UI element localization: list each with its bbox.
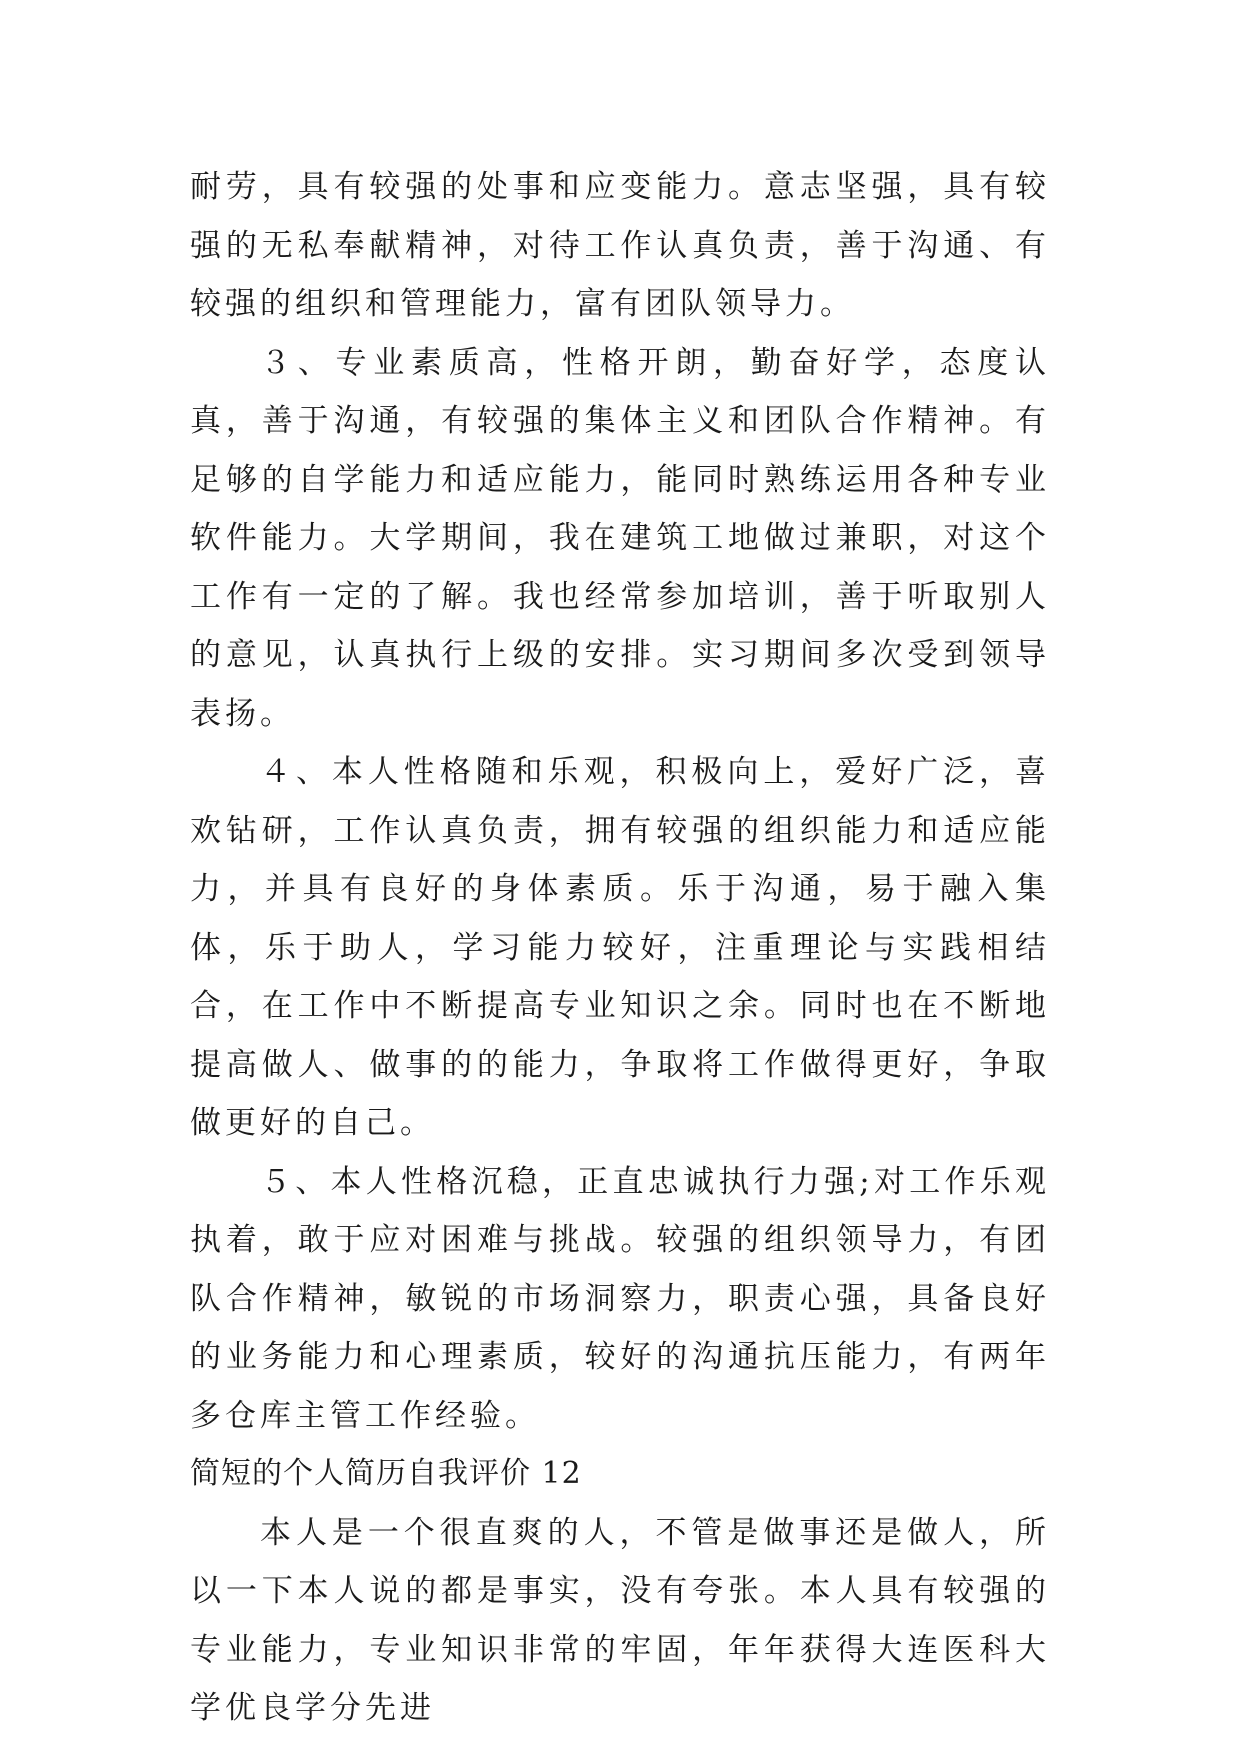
paragraph-continuation: 耐劳，具有较强的处事和应变能力。意志坚强，具有较强的无私奉献精神，对待工作认真负责，善于沟通、有较强的组织和管理能力，富有团队领导力。 [190,169,1050,322]
document-body [190,158,1050,1738]
paragraph-item-3: ３、专业素质高，性格开朗，勤奋好学，态度认真，善于沟通，有较强的集体主义和团队合作精神。有足够的自学能力和适应能力，能同时熟练运用各种专业软件能力。大学期间，我在建筑工地做过兼职，对这个工作有一定的了解。我也经常参加培训，善于听取别人的意见，认真执行上级的安排。实习期间多次受到领导表扬。 [190,344,1050,732]
paragraph-final: 本人是一个很直爽的人，不管是做事还是做人，所以一下本人说的都是事实，没有夸张。本人具有较强的专业能力，专业知识非常的牢固，年年获得大连医科大学优良学分先进 [190,1514,1050,1726]
section-heading: 简短的个人简历自我评价 12 [190,1456,582,1491]
paragraph-item-4: ４、本人性格随和乐观，积极向上，爱好广泛，喜欢钻研，工作认真负责，拥有较强的组织能力和适应能力，并具有良好的身体素质。乐于沟通，易于融入集体，乐于助人，学习能力较好，注重理论与实践相结合，在工作中不断提高专业知识之余。同时也在不断地提高做人、做事的的能力，争取将工作做得更好，争取做更好的自己。 [190,754,1050,1141]
paragraph-item-5: ５、本人性格沉稳，正直忠诚执行力强;对工作乐观执着，敢于应对困难与挑战。较强的组织领导力，有团队合作精神，敏锐的市场洞察力，职责心强，具备良好的业务能力和心理素质，较好的沟通抗压能力，有两年多仓库主管工作经验。 [190,1163,1050,1434]
